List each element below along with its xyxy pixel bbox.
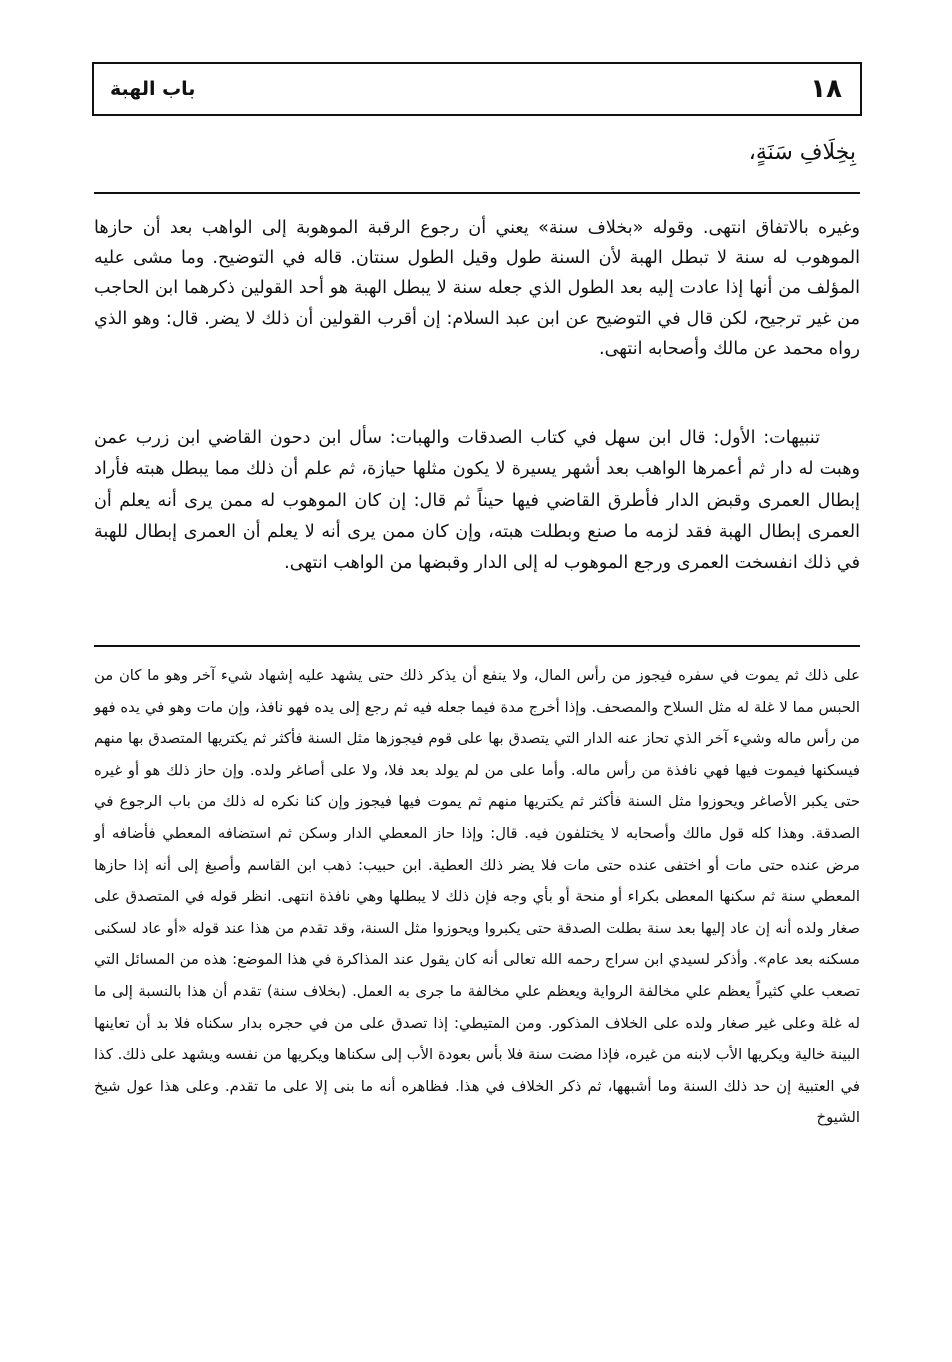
page-header (92, 62, 862, 116)
section-divider (94, 192, 860, 194)
marginal-divider (94, 645, 860, 647)
marginal-commentary (94, 660, 860, 1134)
main-text-verse: بِخِلَافِ سَنَةٍ، (748, 140, 856, 165)
marginal-paragraph: على ذلك ثم يموت في سفره فيجوز من رأس المال، ولا ينفع أن يذكر ذلك حتى يشهد عليه إشهاد شيء آخر وهو ما كان من الحبس مما لا غلة له مثل السلاح والمصحف. وإذا أخرج مدة فيما جعله فيه ثم رجع إلى يده فهو نافذ، وإن مات وهو في يده فهو من رأس ماله وشيء آخر الذي تحاز عنه الدار التي يتصدق بها على قوم فيجوزها مثل السنة فأكثر ثم يكتريها المتصدق بها منهم فيسكنها فيموت فيها فهي نافذة من رأس ماله. وأما على من لم يولد بعد فلا، ولا على أصاغر ولده. وإن حاز ذلك هو أو غيره حتى يكبر الأصاغر ويحوزوا مثل السنة فأكثر ثم يكتريها منهم ثم يموت فيها فيجوز وإن كنا نكره له ذلك من باب الرجوع في الصدقة. وهذا كله قول مالك وأصحابه لا يختلفون فيه. قال: وإذا حاز المعطي الدار وسكن ثم استضافه المعطي فأضافه أو مرض عنده حتى مات أو اختفى عنده حتى مات فلا يضر ذلك العطية. ابن حبيب: ذهب ابن القاسم وأصبغ إلى أنه إذا حازها المعطي سنة ثم سكنها المعطى بكراء أو منحة أو بأي وجه فإن ذلك لا يبطلها وهي نافذة انتهى. انظر قوله في المتصدق على صغار ولده أنه إن عاد إليها بعد سنة بطلت الصدقة حتى يكبروا ويحوزوا مثل السنة، وقد تقدم من هذا عند قوله «أو عاد لسكنى مسكنه بعد عام». وأذكر لسيدي ابن سراج رحمه الله تعالى أنه كان يقول عند المذاكرة في هذا الموضع: هذه من المسائل التي تصعب علي كثيراً يعظم علي مخالفة الرواية ويعظم علي مخالفة ما جرى به العمل. (بخلاف سنة) تقدم أن هذا بالنسبة إلى ما له غلة وعلى غير صغار ولده على الخلاف المذكور. ومن المتيطي: إذا تصدق على من في حجره بدار سكناه فلا بد أن تعاينها البينة خالية ويكريها الأب لابنه من غيره، فإذا مضت سنة فلا بأس بعودة الأب إلى سكناها ويكريها من نفسه ويشهد على ذلك. كذا في العتبية إن حد ذلك السنة وما أشبهها، ثم ذكر الخلاف في هذا. فظاهره أنه ما بنى إلا على ما تقدم. وعلى هذا عول شيخ الشيوخ (94, 667, 860, 1127)
commentary-paragraph: وغيره بالاتفاق انتهى. وقوله «بخلاف سنة» يعني أن رجوع الرقبة الموهوبة إلى الواهب بعد أن حازها الموهوب له سنة لا تبطل الهبة لأن السنة طول وقيل الطول سنتان. قاله في التوضيح. وما مشى عليه المؤلف من أنها إذا عادت إليه بعد الطول الذي جعله سنة لا يبطل الهبة هو أحد القولين ذكرهما ابن الحاجب من غير ترجيح، لكن قال في التوضيح عن ابن عبد السلام: إن أقرب القولين أن ذلك لا يضر. قال: وهو الذي رواه محمد عن مالك وأصحابه انتهى. (94, 218, 860, 359)
chapter-title: باب الهبة (110, 78, 196, 100)
commentary-block (94, 213, 860, 364)
page-number: ١٨ (810, 74, 842, 104)
notes-block (94, 423, 860, 579)
notes-paragraph: تنبيهات: الأول: قال ابن سهل في كتاب الصدقات والهبات: سأل ابن دحون القاضي ابن زرب عمن وهبت له دار ثم أعمرها الواهب بعد أشهر يسيرة لا يكون مثلها حيازة، ثم علم أن ذلك مما يبطل هبته فأراد إبطال العمرى وقبض الدار فأطرق القاضي فيها حيناً ثم قال: إن كان الموهوب له ممن يرى أنه يعلم أن العمرى إبطال الهبة فقد لزمه ما صنع وبطلت هبته، وإن كان ممن يرى أنه لا يعلم أن العمرى إبطال للهبة في ذلك انفسخت العمرى ورجع الموهوب له إلى الدار وقبضها من الواهب انتهى. (94, 428, 860, 574)
